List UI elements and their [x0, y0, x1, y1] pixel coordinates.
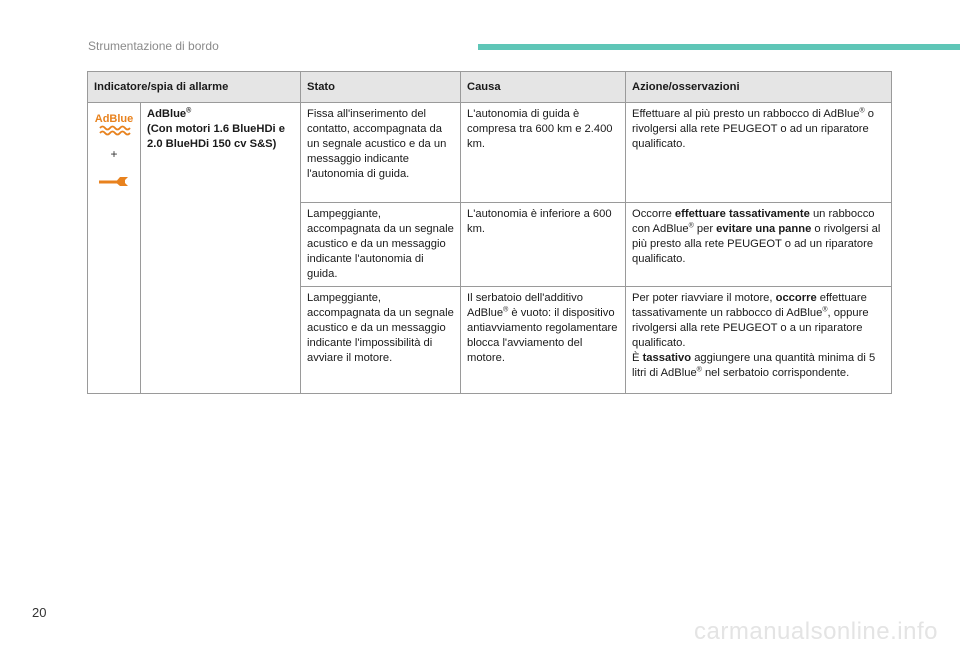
row2-azione: Occorre effettuare tassativamente un rabbocco con AdBlue® per evitare una panne o rivolgersi al più presto alla rete PEUGEOT o ad un riparatore qualificato. [626, 203, 892, 287]
row2-stato: Lampeggiante, accompagnata da un segnale acustico e da un messaggio indicante l'autonomia di guida. [301, 203, 461, 287]
indicator-name-cell: AdBlue® (Con motori 1.6 BlueHDi e 2.0 BlueHDi 150 cv S&S) [141, 103, 301, 394]
header-accent-bar [478, 44, 960, 50]
plus-sign: + [110, 147, 118, 161]
row1-azione: Effettuare al più presto un rabbocco di AdBlue® o rivolgersi alla rete PEUGEOT o ad un riparatore qualificato. [626, 103, 892, 203]
table-row [88, 103, 892, 203]
column-header-indicator: Indicatore/spia di allarme [88, 72, 301, 103]
row2-causa: L'autonomia è inferiore a 600 km. [461, 203, 626, 287]
section-title: Strumentazione di bordo [88, 39, 219, 53]
adblue-warning-icon [94, 111, 134, 137]
indicator-engines-line2: 2.0 BlueHDi 150 cv S&S) [147, 138, 277, 150]
column-header-azione: Azione/osservazioni [626, 72, 892, 103]
warning-lights-table [87, 71, 892, 394]
adblue-logo-text: AdBlue [94, 113, 134, 125]
column-header-causa: Causa [461, 72, 626, 103]
row3-stato: Lampeggiante, accompagnata da un segnale acustico e da un messaggio indicante l'impossibilità di avviare il motore. [301, 287, 461, 394]
row1-causa: L'autonomia di guida è compresa tra 600 km e 2.400 km. [461, 103, 626, 203]
table-header-row [88, 72, 892, 103]
wrench-service-icon [97, 174, 131, 190]
row3-azione: Per poter riavviare il motore, occorre effettuare tassativamente un rabbocco di AdBlue®, oppure rivolgersi alla rete PEUGEOT o a un riparatore qualificato. È tassativo aggiungere una quantità minima di 5 litri di AdBlue® nel serbatoio corrispondente. [626, 287, 892, 394]
indicator-engines-line1: (Con motori 1.6 BlueHDi e [147, 123, 285, 135]
watermark: carmanualsonline.info [694, 618, 938, 645]
row3-causa: Il serbatoio dell'additivo AdBlue® è vuoto: il dispositivo antiavviamento regolamentare blocca l'avviamento del motore. [461, 287, 626, 394]
column-header-stato: Stato [301, 72, 461, 103]
indicator-icons-cell [88, 103, 141, 394]
page-number: 20 [32, 605, 47, 620]
row1-stato: Fissa all'inserimento del contatto, accompagnata da un segnale acustico e da un messaggio indicante l'autonomia di guida. [301, 103, 461, 203]
indicator-name: AdBlue [147, 108, 187, 120]
